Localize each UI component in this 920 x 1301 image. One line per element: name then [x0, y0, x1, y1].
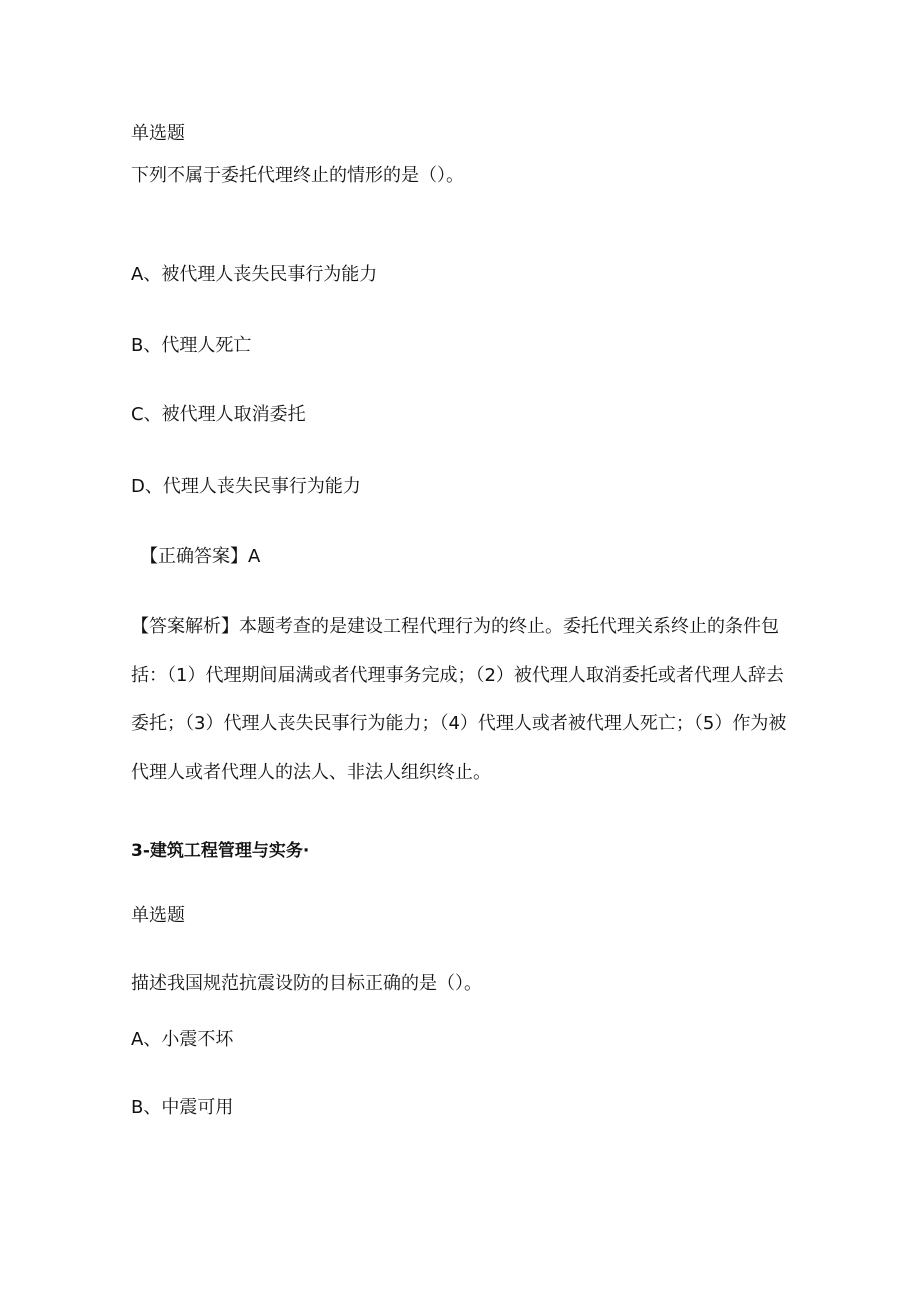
option-a: A、被代理人丧失民事行为能力 [131, 264, 378, 285]
question-text: 下列不属于委托代理终止的情形的是（）。 [131, 165, 464, 186]
section-heading: 3-建筑工程管理与实务· [131, 841, 310, 861]
answer-analysis: 【答案解析】本题考查的是建设工程代理行为的终止。委托代理关系终止的条件包括：（1）代理期间届满或者代理事务完成；（2）被代理人取消委托或者代理人辞去委托；（3）代理人丧失民事行为能力；（4）代理人或者被代理人死亡；（5）作为被代理人或者代理人的法人、非法人组织终止。 [131, 616, 787, 783]
option-b: B、中震可用 [131, 1097, 234, 1118]
correct-answer: 【正确答案】A [140, 546, 261, 567]
question-type-label: 单选题 [131, 123, 185, 144]
option-a: A、小震不坏 [131, 1029, 234, 1050]
question-text: 描述我国规范抗震设防的目标正确的是（）。 [131, 973, 482, 994]
option-c: C、被代理人取消委托 [131, 404, 306, 425]
question-type-label: 单选题 [131, 905, 185, 926]
option-d: D、代理人丧失民事行为能力 [131, 476, 361, 497]
option-b: B、代理人死亡 [131, 335, 252, 356]
